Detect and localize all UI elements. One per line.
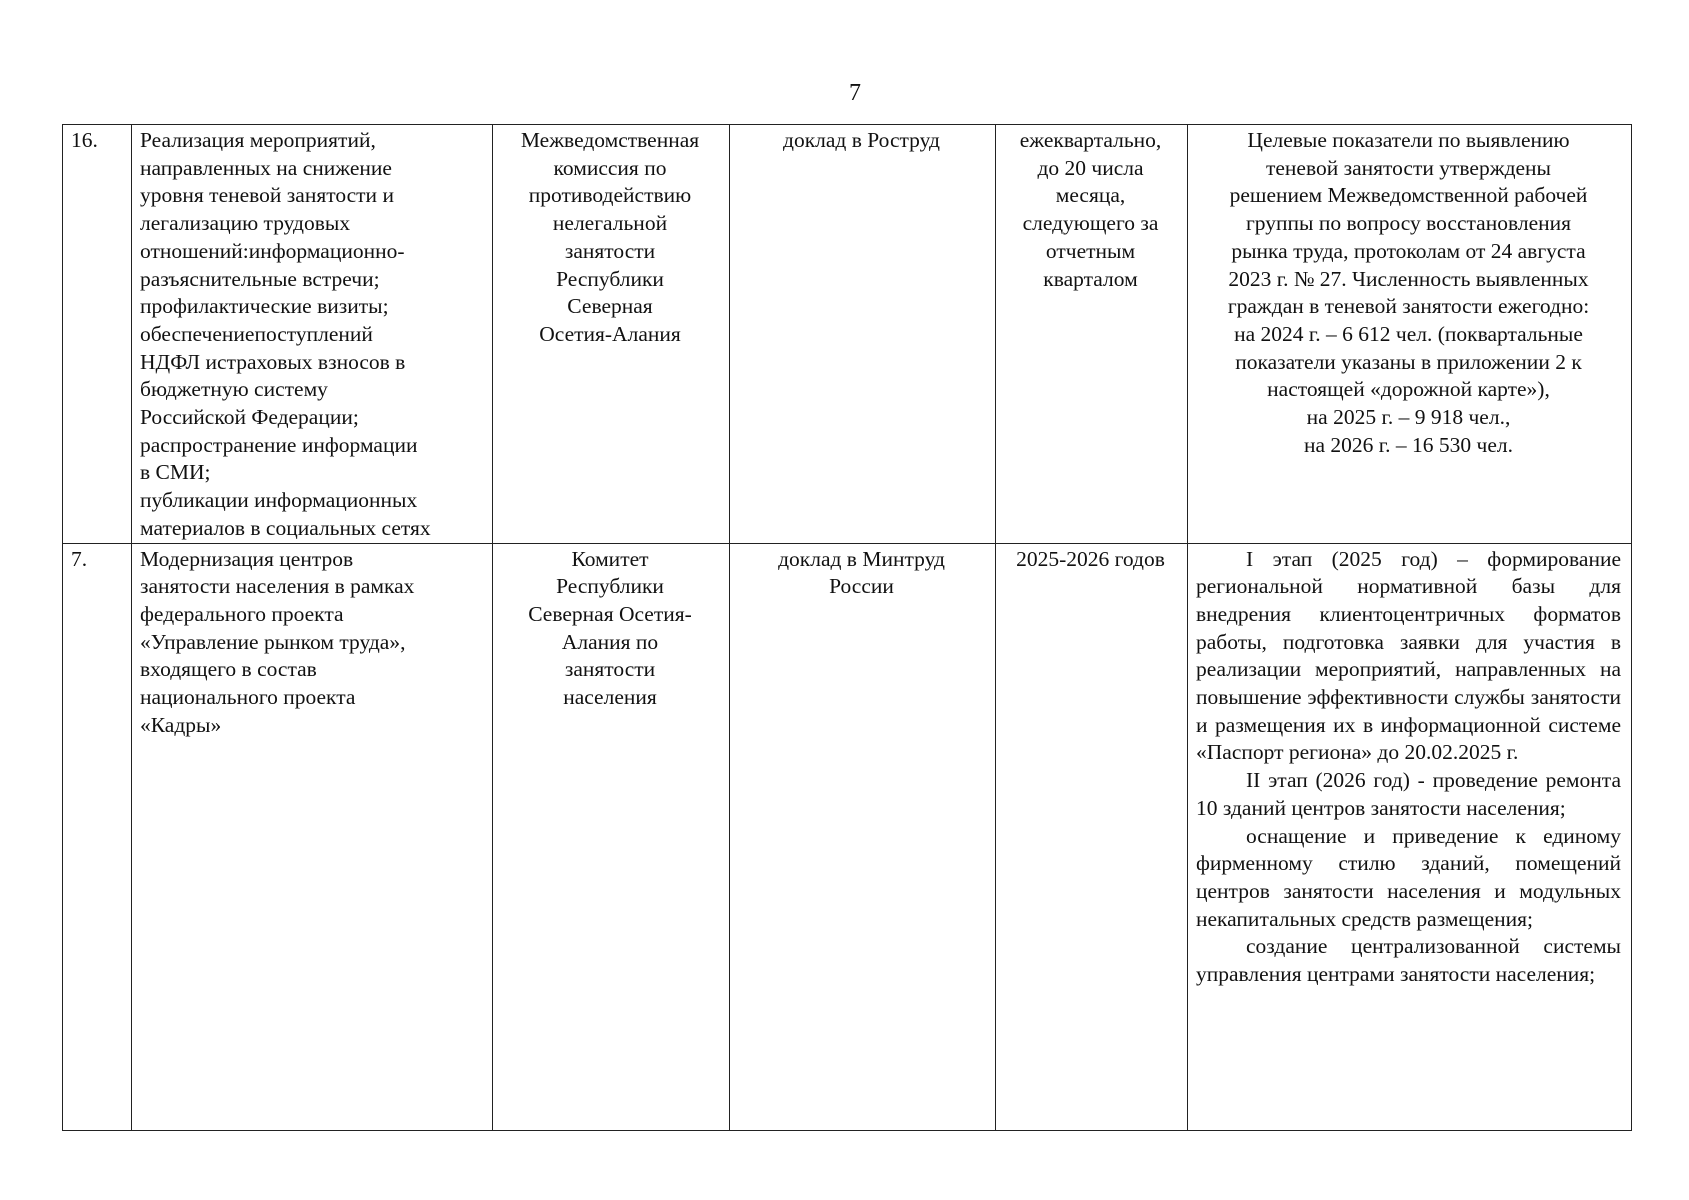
result-paragraph: II этап (2026 год) - проведение ремонта 10 зданий центров занятости населения; [1196, 768, 1621, 820]
deadline-cell: 2025-2026 годов [996, 543, 1188, 1130]
result-cell [1188, 543, 1632, 1130]
measure-cell: Модернизация центров занятости населения в рамках федерального проекта «Управление рынком труда», входящего в состав национального проекта «Кадры» [132, 543, 493, 1130]
report-cell: доклад в Минтруд России [730, 543, 996, 1130]
responsible-cell: Комитет Республики Северная Осетия- Алания по занятости населения [493, 543, 730, 1130]
result-cell: Целевые показатели по выявлению теневой занятости утверждены решением Межведомственной рабочей группы по вопросу восстановления рынка труда, протоколам от 24 августа 2023 г. № 27. Численность выявленных граждан в теневой занятости ежегодно: на 2024 г. – 6 612 чел. (поквартальные показатели указаны в приложении 2 к настоящей «дорожной карте»), на 2025 г. – 9 918 чел., на 2026 г. – 16 530 чел. [1188, 125, 1632, 544]
measure-cell: Реализация мероприятий, направленных на снижение уровня теневой занятости и легализацию трудовых отношений:информационно- разъяснительные встречи; профилактические визиты; обеспечениепоступлений НДФЛ истраховых взносов в бюджетную систему Российской Федерации; распространение информации в СМИ; публикации информационных материалов в социальных сетях [132, 125, 493, 544]
report-cell: доклад в Роструд [730, 125, 996, 544]
deadline-cell: ежеквартально, до 20 числа месяца, следующего за отчетным кварталом [996, 125, 1188, 544]
result-paragraph: оснащение и приведение к единому фирменному стилю зданий, помещений центров занятости населения и модульных некапитальных средств размещения; [1196, 823, 1621, 931]
row-number: 16. [63, 125, 132, 544]
responsible-cell: Межведомственная комиссия по противодействию нелегальной занятости Республики Северная Осетия-Алания [493, 125, 730, 544]
result-paragraph: I этап (2025 год) – формирование региональной нормативной базы для внедрения клиентоцентричных форматов работы, подготовка заявки для участия в реализации мероприятий, направленных на повышение эффективности службы занятости и размещения их в информационной системе «Паспорт региона» до 20.02.2025 г. [1196, 546, 1621, 765]
roadmap-table [62, 124, 1632, 1131]
table-row [63, 543, 1632, 1130]
result-paragraph: создание централизованной системы управления центрами занятости населения; [1196, 934, 1621, 987]
table-row [63, 125, 1632, 544]
page-number: 7 [849, 80, 861, 106]
row-number: 7. [63, 543, 132, 1130]
